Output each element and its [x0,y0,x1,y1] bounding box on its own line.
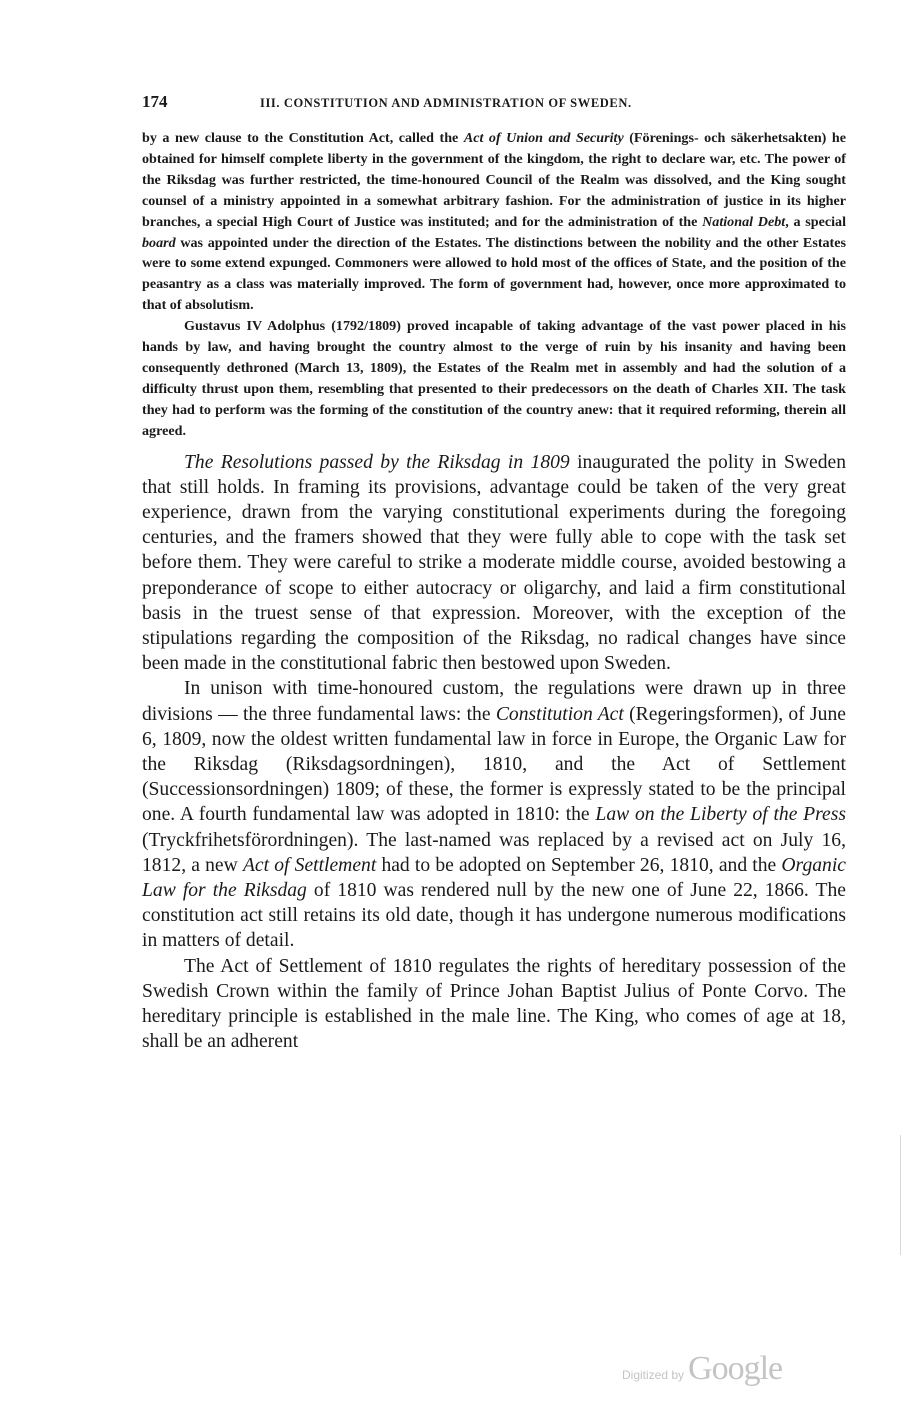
italic-run: National Debt [702,213,786,230]
italic-run: Act of Union and Security [463,130,624,146]
text-run: , a special [785,213,846,230]
italic-run: The Resolutions passed by the Riksdag in 1809 [184,451,570,473]
text-run: In unison with time-honoured custom, the regulations were drawn up in three divisions — the three fundamental laws: the [142,678,846,725]
text-run: by a new clause to the Constitution Act, called the [142,130,464,146]
page-header [142,92,846,116]
text-run: was appointed under the direction of the Estates. The distinctions between the nobility and the other Estates were to some extend expunged. Commoners were allowed to hold most of the offices of State, and the position of the peasantry as a class was materially improved. The form of government had, however, once more approximated to that of absolutism. [142,234,846,314]
large-paragraph-3 [142,954,846,1055]
google-watermark [622,1350,782,1388]
text-run: (Regeringsformen), of June 6, 1809, now the oldest written fundamental law in force in Europe, the Organic Law for the Riksdag (Riksdagsordningen), 1810, and the Act of Settlement (Successionsordningen) 1809; of these, the former is expressly stated to be the principal one. A fourth fundamental law was adopted in 1810: the [142,703,846,826]
running-head: III. CONSTITUTION AND ADMINISTRATION OF SWEDEN. [260,96,632,110]
watermark-prefix: Digitized by [622,1368,685,1382]
text-run: The Act of Settlement of 1810 regulates the rights of hereditary possession of the Swedish Crown within the family of Prince Johan Baptist Julius of Ponte Corvo. The hereditary principle is established in the male line. The King, who comes of age at 18, shall be an adherent [142,955,846,1053]
large-paragraph-2 [142,676,846,953]
italic-run: Act of Settlement [242,854,377,876]
small-paragraph-1 [142,128,846,316]
small-paragraph-2 [142,316,846,441]
text-run: had to be adopted on September 26, 1810, and the [376,854,782,876]
italic-run: Constitution Act [495,703,624,725]
text-run: (Tryckfrihetsförordningen). The last-named was replaced by a revised act on July 16, 1812, a new [142,829,846,876]
text-run: of 1810 was rendered null by the new one of June 22, 1866. The constitution act still retains its old date, though it has undergone numerous modifications in matters of detail. [142,880,846,952]
text-run: (Förenings- och säkerhetsakten) he obtained for himself complete liberty in the government of the kingdom, the right to declare war, etc. The power of the Riksdag was further restricted, the time-honoured Council of the Realm was dissolved, and the King sought counsel of a ministry appointed in a somewhat arbitrary fashion. For the administration of justice in its higher branches, a special High Court of Justice was instituted; and for the administration of the [142,130,846,230]
watermark-brand: Google [688,1350,783,1387]
large-paragraph-1 [142,450,846,677]
italic-run: Law on the Liberty of the Press [595,804,847,826]
scan-edge-mark [900,1135,901,1255]
page-number: 174 [142,92,168,111]
italic-run: Organic Law for the Riksdag [142,854,846,902]
text-run: inaugurated the polity in Sweden that still holds. In framing its provisions, advantage could be taken of the very great experience, drawn from the varying constitutional experiments during the foregoing centuries, and the framers showed that they were fully able to cope with the task set before them. They were careful to strike a moderate middle course, avoided bestowing a preponderance of scope to either autocracy or oligarchy, and laid a firm constitutional basis in the truest sense of that expression. Moreover, with the exception of the stipulations regarding the composition of the Riksdag, no radical changes have since been made in the constitutional fabric then bestowed upon Sweden. [142,451,846,675]
text-run: Gustavus IV Adolphus (1792/1809) proved incapable of taking advantage of the vast power placed in his hands by law, and having brought the country almost to the verge of ruin by his insanity and having been consequently dethroned (March 13, 1809), the Estates of the Realm met in assembly and had the solution of a difficulty thrust upon them, resembling that presented to their predecessors on the death of Charles XII. The task they had to perform was the forming of the constitution of the country anew: that it required reforming, therein all agreed. [142,318,846,439]
page-body [142,92,846,1054]
italic-run: board [142,234,176,251]
